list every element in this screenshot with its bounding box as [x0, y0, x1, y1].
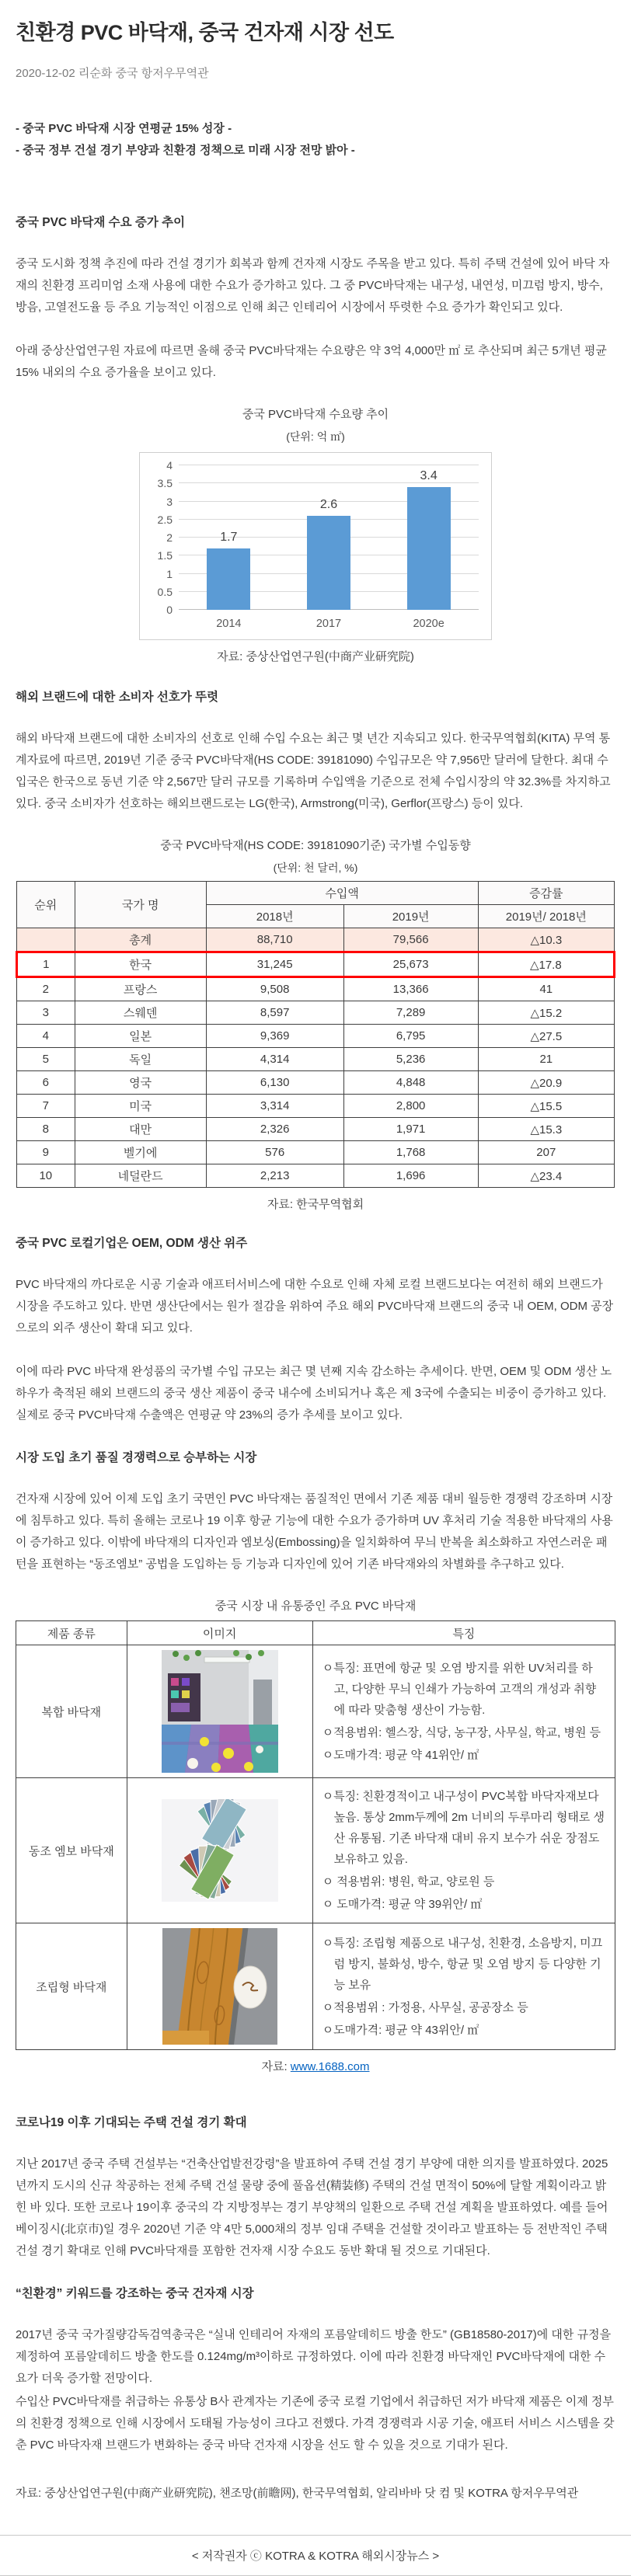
cell-y2019: 1,696: [343, 1164, 478, 1188]
paragraph: 아래 중상산업연구원 자료에 따르면 올해 중국 PVC바닥재는 수요량은 약 3억 4,000만 ㎡ 로 추산되며 최근 5개년 평균 15% 내외의 수요 증가율을 보이고 있다.: [16, 344, 607, 379]
cell-country: 미국: [75, 1095, 206, 1118]
source-link-1688[interactable]: www.1688.com: [290, 2060, 370, 2073]
byline: 2020-12-02 리순화 중국 항저우무역관: [16, 67, 209, 80]
bar-slot: [279, 465, 379, 610]
composite-floor-room-image: [162, 1650, 278, 1773]
paragraph: 해외 바닥재 브랜드에 대한 소비자의 선호로 인해 수입 수요는 최근 몇 년간 지속되고 있다. 한국무역협회(KITA) 무역 통계자료에 따르면, 2019년 기준 중국 PVC바닥재(HS CODE: 39181090) 수입규모은 약 7,956만 달러에 달한다. 최대 수입국은 한국으로 동년 기준 약 2,567만 달러 규모를 기록하며 수입액을 기준으로 전체 수입시장의 약 32.3%를 차지하고 있다. 중국 소비자가 선호하는 해외브랜드로는 LG(한국), Armstrong(미국), Gerflor(프랑스) 등이 있다.: [16, 732, 611, 810]
cell-y2018: 9,369: [206, 1025, 343, 1048]
cell-change: △17.8: [478, 952, 614, 977]
country-row: [17, 1164, 615, 1188]
cell-country: 독일: [75, 1048, 206, 1071]
composite-floor-room-photo: [127, 1645, 312, 1778]
country-row: [17, 1025, 615, 1048]
product-row: [16, 1778, 615, 1923]
cell-y2019: 6,795: [343, 1025, 478, 1048]
cell-change: 41: [478, 977, 614, 1001]
section-heading-covid: 코로나19 이후 기대되는 주택 건설 경기 확대: [16, 2116, 247, 2129]
product-table-source: [16, 2058, 615, 2074]
cell-country: 대만: [75, 1118, 206, 1141]
cell-change: △15.5: [478, 1095, 614, 1118]
x-tick-label: 2020e: [413, 618, 444, 630]
click-plank-image: [162, 1928, 277, 2045]
bar-value-label: 1.7: [220, 530, 238, 544]
col-header-country: 국가 명: [75, 882, 206, 928]
source-prefix: 자료:: [261, 2060, 291, 2073]
y-tick-label: 1.5: [157, 549, 173, 562]
section-heading-oem: 중국 PVC 로컬기업은 OEM, ODM 생산 위주: [16, 1237, 248, 1250]
cell-y2019: 4,848: [343, 1071, 478, 1095]
y-tick-label: 1: [166, 567, 173, 580]
cell-rank: 9: [17, 1141, 75, 1164]
chart-source: 자료: 중상산업연구원(中商产业研究院): [217, 650, 414, 663]
bar-2020e: [407, 487, 451, 610]
section-heading-quality: 시장 도입 초기 품질 경쟁력으로 승부하는 시장: [16, 1451, 257, 1464]
cell-y2018: 88,710: [206, 928, 343, 952]
copyright-notice: < 저작권자 ⓒ KOTRA & KOTRA 해외시장뉴스 >: [191, 2550, 440, 2563]
text-line: ㅇ특징: 친환경적이고 내구성이 PVC복합 바닥자재보다 높음. 통상 2mm두께에 2m 너비의 두루마리 형태로 생산 유통됨. 기존 바닥재 대비 유지 보수가 쉬운 장점도 보유하고 있음.: [322, 1790, 605, 1866]
cell-change: 207: [478, 1141, 614, 1164]
y-tick-label: 4: [166, 459, 173, 472]
y-tick-label: 3: [166, 495, 173, 508]
cell-y2019: 13,366: [343, 977, 478, 1001]
cell-country: 일본: [75, 1025, 206, 1048]
cell-country: 총계: [75, 928, 206, 952]
paragraph: 건자재 시장에 있어 이제 도입 초기 국면인 PVC 바닥재는 품질적인 면에서 기존 제품 대비 월등한 경쟁력 강조하며 시장에 침투하고 있다. 특히 올해는 코로나 19 이후 항균 기능에 대한 수요가 증가하며 UV 후처리 기술 적용한 바닥재의 사용이 증가하고 있다. 이밖에 바닥재의 디자인과 엠보싱(Embossing)을 일치화하여 무늬 반복을 최소화하고 자연스러운 패턴을 표현하는 “동조엠보” 공법을 도입하는 등 기능과 디자인에 있어 기존 바닥재와의 차별화를 추구하고 있다.: [16, 1492, 613, 1571]
cell-rank: 1: [17, 952, 75, 977]
cell-rank: 8: [17, 1118, 75, 1141]
country-row: [17, 1118, 615, 1141]
col-header-change-sub: 2019년/ 2018년: [478, 905, 614, 928]
cell-y2018: 2,213: [206, 1164, 343, 1188]
product-row: [16, 1923, 615, 2050]
country-row: [17, 977, 615, 1001]
col-header-features: 특징: [312, 1621, 615, 1645]
section-heading-brand: 해외 브랜드에 대한 소비자 선호가 뚜렷: [16, 691, 219, 704]
country-row: [17, 1048, 615, 1071]
paragraph: 이에 따라 PVC 바닥재 완성품의 국가별 수입 규모는 최근 몇 년째 지속 감소하는 추세이다. 반면, OEM 및 ODM 생산 노하우가 축적된 해외 브랜드의 중국 생산 제품이 중국 내수에 소비되거나 혹은 제 3국에 수출되는 비중이 증가하고 있다. 실제로 중국 PVC바닥재 수출액은 연평균 약 23%의 증가 추세를 보이고 있다.: [16, 1365, 612, 1422]
cell-country: 벨기에: [75, 1141, 206, 1164]
page-title: 친환경 PVC 바닥재, 중국 건자재 시장 선도: [16, 21, 394, 44]
paragraph: 수입산 PVC바닥재를 취급하는 유통상 B사 관계자는 기존에 중국 로컬 기업에서 취급하던 저가 바닥재 제품은 이제 정부의 친환경 정책으로 인해 시장에서 도태될 가능성이 크다고 전했다. 가격 경쟁력과 시공 기술, 애프터 서비스 시스템을 갖춘 PVC 바닥자재 브랜드가 변화하는 중국 바닥 건자재 시장을 선도 할 수 있을 것으로 기대가 된다.: [16, 2395, 615, 2452]
country-row: [17, 1095, 615, 1118]
demand-bar-chart: [16, 406, 615, 664]
cell-change: △15.3: [478, 1118, 614, 1141]
chart-title: 중국 PVC바닥재 수요량 추이: [242, 408, 389, 421]
product-type: 복합 바닥재: [16, 1645, 127, 1778]
product-row: [16, 1645, 615, 1778]
cell-rank: 3: [17, 1001, 75, 1025]
bar-value-label: 2.6: [319, 498, 338, 512]
import-table-unit: (단위: 천 달러, %): [273, 862, 358, 874]
cell-rank: 4: [17, 1025, 75, 1048]
click-plank-photo: [127, 1923, 312, 2050]
embossed-sheet-samples-image: [162, 1799, 278, 1902]
cell-country: 스웨덴: [75, 1001, 206, 1025]
text-line: - 중국 PVC 바닥재 시장 연평균 15% 성장 -: [16, 122, 232, 135]
paragraph: 중국 도시화 정책 추진에 따라 건설 경기가 회복과 함께 건자재 시장도 주목을 받고 있다. 특히 주택 건설에 있어 바닥 자재의 친환경 프리미엄 소재 사용에 대한 수요가 증가하고 있다. 그 중 PVC바닥재는 내구성, 내연성, 미끄럼 방지, 방수, 방음, 고열전도율 등 주요 기능적인 이점으로 인해 최근 인테리어 시장에서 뚜렷한 수요 증가가 확인되고 있다.: [16, 257, 610, 314]
x-tick-label: 2014: [216, 618, 242, 630]
cell-change: △27.5: [478, 1025, 614, 1048]
product-table-title: 중국 시장 내 유통중인 주요 PVC 바닥재: [214, 1600, 417, 1613]
text-line: ㅇ도매가격: 평균 약 43위안/ ㎡: [322, 2023, 479, 2037]
paragraph: 지난 2017년 중국 주택 건설부는 “건축산업발전강령”을 발표하여 주택 건설 경기 부양에 대한 의지를 발표하였다. 2025년까지 도시의 신규 착공하는 전체 주택 건설 물량 중에 풀옵션(精装修) 주택의 건설 면적이 50%에 달할 계획이라고 밝힌 바 있다. 또한 코로나 19이후 중국의 각 지방정부는 경기 부양책의 일환으로 주택 건설 계획을 발표하였다. 예를 들어 베이징시(北京市)일 경우 2020년 기준 약 4만 5,000채의 정부 임대 주택을 건설할 것이라고 발표하는 등 전반적인 주택 건설 경기 확대로 인해 PVC바닥재를 포함한 건자재 시장 수요도 동반 확대 될 것으로 기대된다.: [16, 2157, 608, 2257]
cell-y2018: 31,245: [206, 952, 343, 977]
y-tick-label: 3.5: [157, 477, 173, 490]
import-table-title: 중국 PVC바닥재(HS CODE: 39181090기준) 국가별 수입동향: [160, 839, 471, 852]
cell-country: 네덜란드: [75, 1164, 206, 1188]
header-row: [17, 882, 615, 905]
cell-y2019: 79,566: [343, 928, 478, 952]
cell-y2018: 2,326: [206, 1118, 343, 1141]
summary-block: [16, 118, 615, 162]
y-tick-label: 0.5: [157, 585, 173, 598]
cell-country: 영국: [75, 1071, 206, 1095]
col-header-change: 증감률: [478, 882, 614, 905]
text-line: ㅇ도매가격: 평균 약 41위안/ ㎡: [322, 1748, 479, 1762]
bar-slot: [378, 465, 479, 610]
product-features: [312, 1923, 615, 2050]
paragraph: PVC 바닥재의 까다로운 시공 기술과 애프터서비스에 대한 수요로 인해 자체 로컬 브랜드보다는 여전히 해외 브랜드가 시장을 주도하고 있다. 반면 생산단에서는 원가 절감을 위하여 주요 해외 PVC바닥재 브랜드의 중국 내 OEM, ODM 공장으로의 외주 생산이 확대 되고 있다.: [16, 1278, 614, 1335]
cell-y2019: 1,768: [343, 1141, 478, 1164]
cell-rank: 2: [17, 977, 75, 1001]
col-header-amount: 수입액: [206, 882, 478, 905]
cell-y2018: 6,130: [206, 1071, 343, 1095]
text-line: ㅇ 도매가격: 평균 약 39위안/ ㎡: [322, 1898, 483, 1911]
col-header-2019: 2019년: [343, 905, 478, 928]
header-row: [16, 1621, 615, 1645]
product-table: [16, 1620, 615, 2050]
cell-rank: [17, 928, 75, 952]
cell-change: 21: [478, 1048, 614, 1071]
total-row: [17, 928, 615, 952]
cell-country: 한국: [75, 952, 206, 977]
cell-y2019: 25,673: [343, 952, 478, 977]
product-features: [312, 1778, 615, 1923]
embossed-sheet-samples-photo: [127, 1778, 312, 1923]
cell-change: △15.2: [478, 1001, 614, 1025]
product-features: [312, 1645, 615, 1778]
text-line: ㅇ적용범위 : 가정용, 사무실, 공공장소 등: [322, 2000, 528, 2014]
bar-2017: [307, 516, 350, 610]
import-table-source: 자료: 한국무역협회: [267, 1198, 364, 1211]
article-sources-line: 자료: 중상산업연구원(中商产业研究院), 챈조망(前瞻网), 한국무역협회, 알리바바 닷 컴 및 KOTRA 항저우무역관: [16, 2487, 579, 2500]
x-tick-label: 2017: [316, 618, 342, 630]
cell-y2019: 1,971: [343, 1118, 478, 1141]
chart-canvas: [139, 452, 492, 640]
cell-change: △23.4: [478, 1164, 614, 1188]
paragraph: 2017년 중국 국가질량감독검역총국은 “실내 인테리어 자재의 포름알데히드 방출 한도” (GB18580-2017)에 대한 규정을 제정하여 포름알데히드 방출 한도를 0.124mg/m³이하로 규정하였다. 이에 따라 친환경 바닥재인 PVC바닥재에 대한 수요가 더욱 증가할 전망이다.: [16, 2328, 612, 2385]
bar-value-label: 3.4: [420, 468, 438, 482]
text-line: ㅇ특징: 조립형 제품으로 내구성, 친환경, 소음방지, 미끄럼 방지, 불화성, 방수, 항균 및 오염 방지 등 다양한 기능 보유: [322, 1936, 603, 1992]
text-line: ㅇ적용범위: 헬스장, 식당, 농구장, 사무실, 학교, 병원 등: [322, 1725, 601, 1739]
chart-xaxis: [179, 618, 479, 633]
col-header-image: 이미지: [127, 1621, 312, 1645]
cell-country: 프랑스: [75, 977, 206, 1001]
country-row: [17, 952, 615, 977]
y-tick-label: 0: [166, 604, 173, 616]
cell-y2019: 2,800: [343, 1095, 478, 1118]
cell-y2018: 576: [206, 1141, 343, 1164]
section-heading-demand: 중국 PVC 바닥재 수요 증가 추이: [16, 216, 186, 229]
country-row: [17, 1001, 615, 1025]
spacer: [16, 2096, 615, 2113]
bar-slot: [179, 465, 279, 610]
col-header-product-type: 제품 종류: [16, 1621, 127, 1645]
cell-y2018: 4,314: [206, 1048, 343, 1071]
import-table-body: [17, 928, 615, 1188]
import-table: [16, 881, 615, 1188]
cell-rank: 6: [17, 1071, 75, 1095]
chart-plot: [157, 459, 479, 616]
col-header-2018: 2018년: [206, 905, 343, 928]
cell-rank: 10: [17, 1164, 75, 1188]
text-line: ㅇ특징: 표면에 항균 및 오염 방지를 위한 UV처리를 하고, 다양한 무늬 인쇄가 가능하여 고객의 개성과 취향에 따라 맞춤형 생산이 가능함.: [322, 1661, 597, 1717]
cell-y2019: 7,289: [343, 1001, 478, 1025]
cell-y2018: 3,314: [206, 1095, 343, 1118]
product-type: 조립형 바닥재: [16, 1923, 127, 2050]
bar-2014: [207, 548, 250, 610]
cell-y2018: 8,597: [206, 1001, 343, 1025]
y-tick-label: 2: [166, 531, 173, 544]
cell-rank: 7: [17, 1095, 75, 1118]
col-header-rank: 순위: [17, 882, 75, 928]
country-row: [17, 1141, 615, 1164]
cell-change: △20.9: [478, 1071, 614, 1095]
cell-y2019: 5,236: [343, 1048, 478, 1071]
country-row: [17, 1071, 615, 1095]
cell-rank: 5: [17, 1048, 75, 1071]
cell-y2018: 9,508: [206, 977, 343, 1001]
chart-unit-label: (단위: 억 ㎡): [286, 430, 345, 443]
product-type: 동조 엠보 바닥재: [16, 1778, 127, 1923]
text-line: ㅇ 적용범위: 병원, 학교, 양로원 등: [322, 1875, 495, 1888]
cell-change: △10.3: [478, 928, 614, 952]
text-line: - 중국 정부 건설 경기 부양과 친환경 정책으로 미래 시장 전망 밝아 -: [16, 144, 355, 157]
y-tick-label: 2.5: [157, 513, 173, 526]
section-heading-eco: “친환경” 키워드를 강조하는 중국 건자재 시장: [16, 2287, 254, 2300]
